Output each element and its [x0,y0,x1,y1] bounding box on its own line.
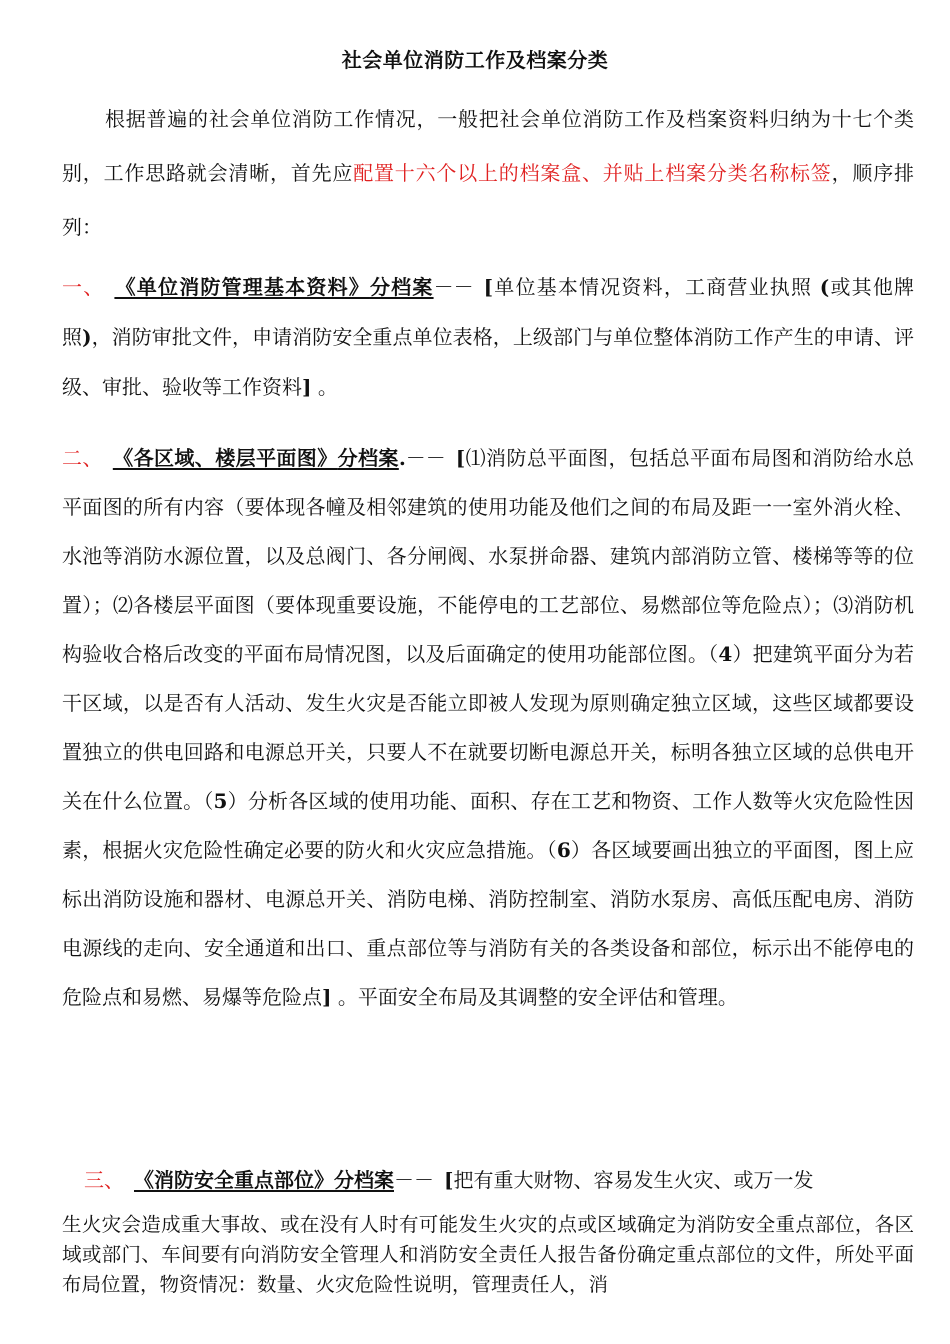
section-1-paren-open: ( [819,275,830,299]
section-2-text-3: ）分析各区域的使用功能、面积、存在工艺和物资、工作人数等火灾危险性因素，根据火灾危险性确定必要的防火和火灾应急措施。（ [62,789,915,862]
section-1-heading-suffix: 分档案 [369,275,434,299]
section-2-item-4: 4 [718,642,733,666]
section-3-bracket-open: [ [444,1168,454,1192]
section-2 [62,434,914,1022]
section-3-heading-suffix: 分档案 [334,1168,394,1192]
intro-highlight: 配置十六个以上的档案盒、并贴上档案分类名称标签 [353,161,832,185]
section-2-number: 二、 [62,446,103,470]
section-1-dash: －－ [433,275,474,299]
section-2-text-1: ⑴消防总平面图，包括总平面布局图和消防给水总平面图的所有内容（要体现各幢及相邻建筑的使用功能及他们之间的布局及距一一室外消火栓、水池等消防水源位置，以及总阀门、各分闸阀、水泵拼命器、建筑内部消防立管、楼梯等等的位置）；⑵各楼层平面图（要体现重要设施，不能停电的工艺部位、易燃部位等危险点）；⑶消防机构验收合格后改变的平面布局情况图，以及后面确定的使用功能部位图。（ [62,446,915,666]
section-2-item-6: 6 [556,838,571,862]
section-2-dash: －－ [405,446,446,470]
section-2-text-5: 。平面安全布局及其调整的安全评估和管理。 [331,985,738,1009]
section-1-bracket-open: [ [483,275,494,299]
section-1-text-b: 或其他牌照 [62,275,915,349]
section-3-dash: －－ [394,1168,434,1192]
section-2-text-2: ）把建筑平面分为若干区域，以是否有人活动、发生火灾是否能立即被人发现为原则确定独立区域，这些区域都要设置独立的供电回路和电源总开关，只要人不在就要切断电源总开关，标明各独立区域的总供电开关在什么位置。（ [62,642,915,813]
section-1-text-a: 单位基本情况资料，工商营业执照 [493,275,813,299]
document-title: 社会单位消防工作及档案分类 [341,48,609,72]
section-2-bracket-close: ] [322,985,332,1009]
intro-text-2: ，顺序排列： [62,161,915,239]
section-1-paren-close: ) [82,325,92,349]
section-2-bracket-open: [ [455,446,466,470]
section-3-text-a: 把有重大财物、容易发生火灾、或万一发 [453,1168,814,1192]
section-3-number: 三、 [84,1168,124,1192]
intro-text-1: 根据普遍的社会单位消防工作情况，一般把社会单位消防工作及档案资料归纳为十七个类别，工作思路就会清晰，首先应 [62,107,914,185]
intro-paragraph [62,92,914,254]
section-3-heading: 《消防安全重点部位》 [134,1168,334,1192]
section-3-lead [62,1158,914,1202]
section-1-number: 一、 [62,275,105,299]
section-2-item-5: 5 [213,789,228,813]
section-2-heading: 《各区域、楼层平面图》 [112,446,338,470]
section-3-body: 生火灾会造成重大事故、或在没有人时有可能发生火灾的点或区域确定为消防安全重点部位，各区域或部门、车间要有向消防安全管理人和消防安全责任人报告备份确定重点部位的文件，所处平面布局位置，物资情况：数量、火灾危险性说明，管理责任人，消 [62,1213,914,1296]
section-2-text-4: ）各区域要画出独立的平面图，图上应标出消防设施和器材、电源总开关、消防电梯、消防控制室、消防水泵房、高低压配电房、消防电源线的走向、安全通道和出口、重点部位等与消防有关的各类设备和部位，标示出不能停电的危险点和易燃、易爆等危险点 [62,838,915,1009]
section-1-end: 。 [311,375,338,399]
section-1-bracket-close: ] [302,375,312,399]
section-1 [62,262,914,412]
section-1-heading: 《单位消防管理基本资料》 [114,275,370,299]
section-1-text-c: ，消防审批文件，申请消防安全重点单位表格，上级部门与单位整体消防工作产生的申请、评级、审批、验收等工作资料 [62,325,915,399]
section-2-heading-suffix: 分档案 [337,446,399,470]
section-2-dot: . [398,446,406,470]
